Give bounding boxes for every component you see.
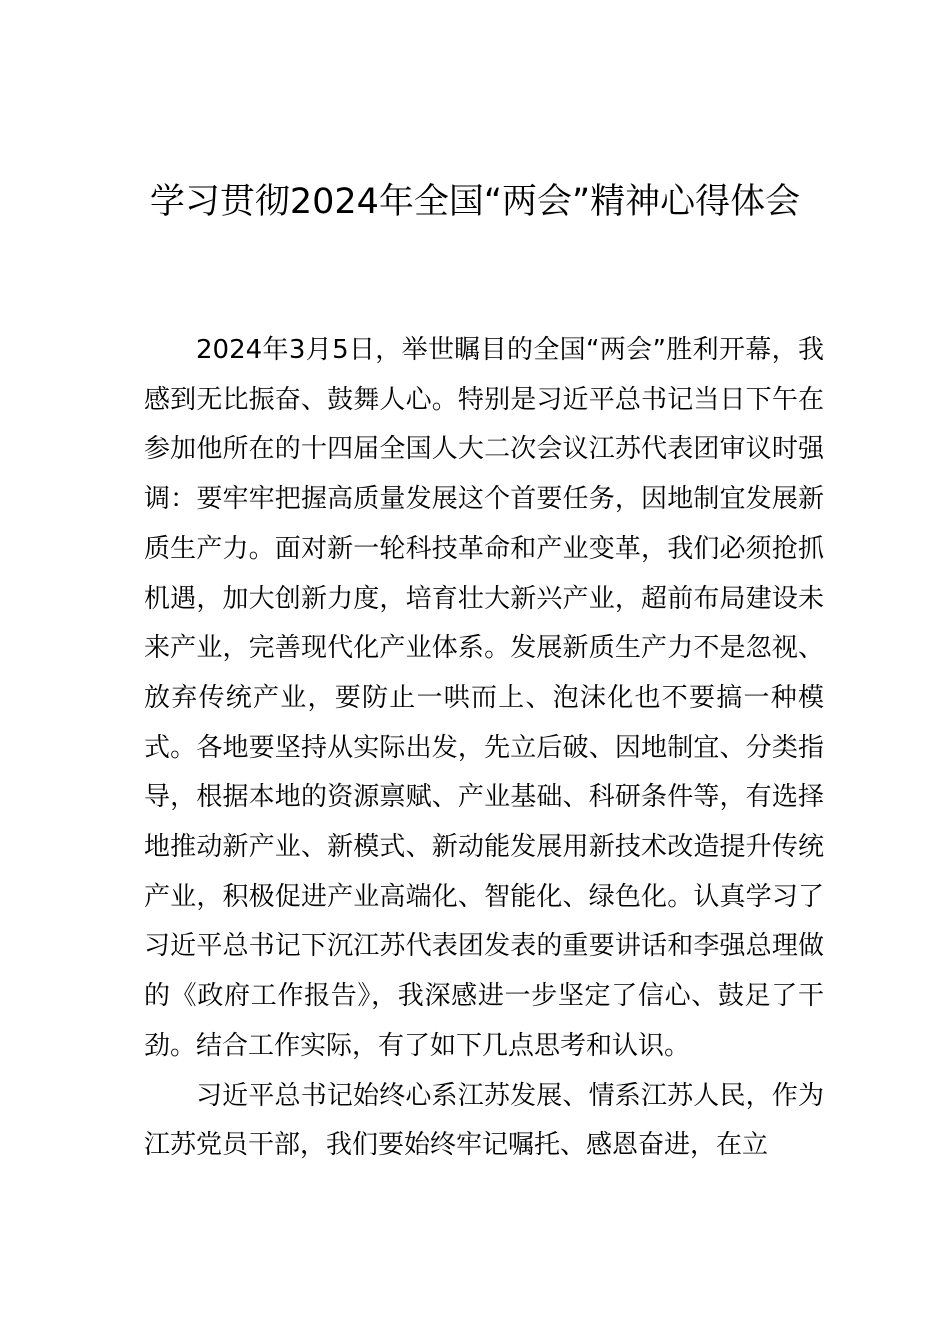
document-title: 学习贯彻2024年全国“两会”精神心得体会 — [149, 182, 801, 222]
document-body — [144, 326, 824, 1171]
paragraph-2: 习近平总书记始终心系江苏发展、情系江苏人民，作为江苏党员干部，我们要始终牢记嘱托、感恩奋进，在立 — [144, 1080, 824, 1161]
paragraph-1: 2024年3月5日，举世瞩目的全国“两会”胜利开幕，我感到无比振奋、鼓舞人心。特别是习近平总书记当日下午在参加他所在的十四届全国人大二次会议江苏代表团审议时强调：要牢牢把握高质量发展这个首要任务，因地制宜发展新质生产力。面对新一轮科技革命和产业变革，我们必须抢抓机遇，加大创新力度，培育壮大新兴产业，超前布局建设未来产业，完善现代化产业体系。发展新质生产力不是忽视、放弃传统产业，要防止一哄而上、泡沫化也不要搞一种模式。各地要坚持从实际出发，先立后破、因地制宜、分类指导，根据本地的资源禀赋、产业基础、科研条件等，有选择地推动新产业、新模式、新动能发展用新技术改造提升传统产业，积极促进产业高端化、智能化、绿色化。认真学习了习近平总书记下沉江苏代表团发表的重要讲话和李强总理做的《政府工作报告》，我深感进一步坚定了信心、鼓足了干劲。结合工作实际，有了如下几点思考和认识。 — [144, 335, 824, 1061]
